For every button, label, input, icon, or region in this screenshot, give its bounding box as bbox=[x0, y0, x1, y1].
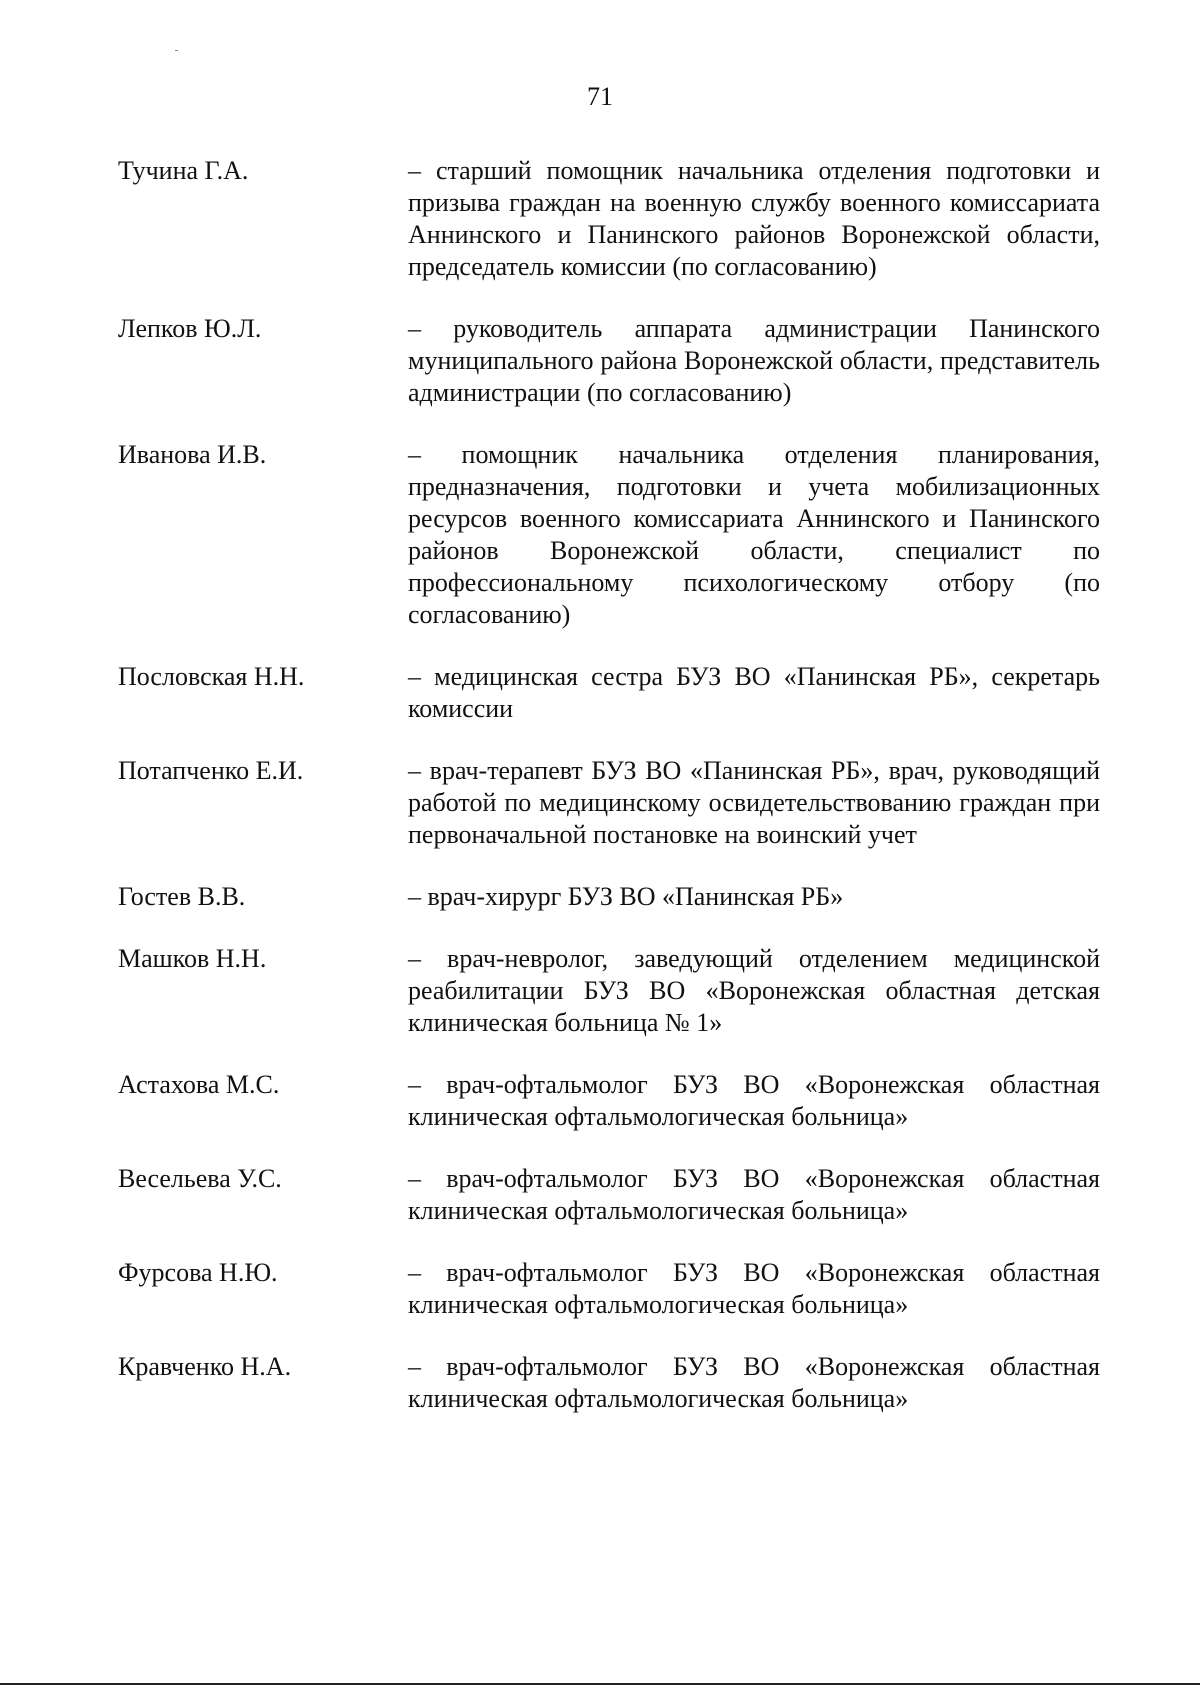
member-entry bbox=[118, 661, 1108, 725]
member-position: – врач-терапевт БУЗ ВО «Панинская РБ», врач, руководящий работой по медицинскому освидетельствованию граждан при первоначальной постановке на воинский учет bbox=[408, 756, 1100, 849]
member-name: Пословская Н.Н. bbox=[118, 662, 305, 691]
member-name: Весельева У.С. bbox=[118, 1164, 282, 1193]
member-entry bbox=[118, 439, 1108, 631]
member-position: – врач-офтальмолог БУЗ ВО «Воронежская областная клиническая офтальмологическая больница» bbox=[408, 1164, 1100, 1225]
member-entry bbox=[118, 881, 1108, 913]
member-entry bbox=[118, 155, 1108, 283]
member-position: – врач-невролог, заведующий отделением медицинской реабилитации БУЗ ВО «Воронежская областная детская клиническая больница № 1» bbox=[408, 944, 1100, 1037]
member-entry bbox=[118, 1351, 1108, 1415]
member-name: Фурсова Н.Ю. bbox=[118, 1258, 278, 1287]
member-entry bbox=[118, 1163, 1108, 1227]
member-name: Тучина Г.А. bbox=[118, 156, 249, 185]
commission-members-list bbox=[118, 155, 1108, 1415]
member-name: Потапченко Е.И. bbox=[118, 756, 304, 785]
member-name: Лепков Ю.Л. bbox=[118, 314, 262, 343]
member-entry bbox=[118, 755, 1108, 851]
member-entry bbox=[118, 313, 1108, 409]
member-name: Иванова И.В. bbox=[118, 440, 267, 469]
member-position: – врач-офтальмолог БУЗ ВО «Воронежская областная клиническая офтальмологическая больница» bbox=[408, 1070, 1100, 1131]
member-entry bbox=[118, 943, 1108, 1039]
member-position: – старший помощник начальника отделения подготовки и призыва граждан на военную службу военного комиссариата Аннинского и Панинского районов Воронежской области, председатель комиссии (по согласованию) bbox=[408, 156, 1100, 281]
member-position: – помощник начальника отделения планирования, предназначения, подготовки и учета мобилизационных ресурсов военного комиссариата Аннинского и Панинского районов Воронежской области, специалист по профессиональному психологическому отбору (по согласованию) bbox=[408, 440, 1100, 629]
page-number: 71 bbox=[587, 82, 613, 111]
member-position: – врач-офтальмолог БУЗ ВО «Воронежская областная клиническая офтальмологическая больница» bbox=[408, 1258, 1100, 1319]
member-position: – медицинская сестра БУЗ ВО «Панинская РБ», секретарь комиссии bbox=[408, 662, 1100, 723]
scan-speck bbox=[175, 50, 178, 51]
member-name: Кравченко Н.А. bbox=[118, 1352, 292, 1381]
member-position: – врач-хирург БУЗ ВО «Панинская РБ» bbox=[408, 882, 844, 911]
member-position: – врач-офтальмолог БУЗ ВО «Воронежская областная клиническая офтальмологическая больница» bbox=[408, 1352, 1100, 1413]
member-name: Машков Н.Н. bbox=[118, 944, 267, 973]
member-entry bbox=[118, 1069, 1108, 1133]
member-entry bbox=[118, 1257, 1108, 1321]
bottom-scan-edge bbox=[0, 1683, 1200, 1685]
member-name: Гостев В.В. bbox=[118, 882, 246, 911]
member-position: – руководитель аппарата администрации Панинского муниципального района Воронежской области, представитель администрации (по согласованию) bbox=[408, 314, 1100, 407]
member-name: Астахова М.С. bbox=[118, 1070, 280, 1099]
